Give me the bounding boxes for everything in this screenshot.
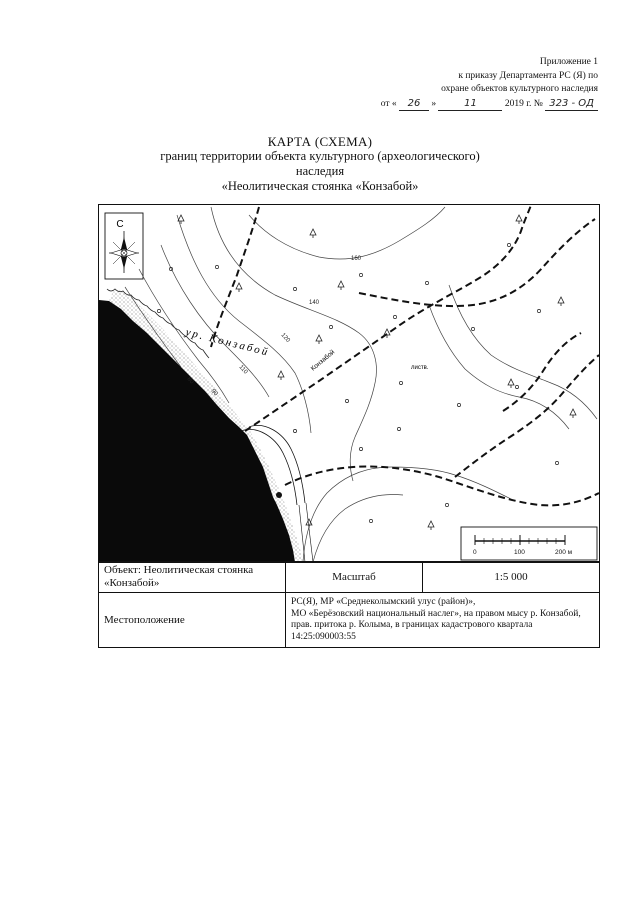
boundary-lines bbox=[211, 205, 599, 505]
boundary-south bbox=[285, 466, 599, 505]
contour-label-110: 110 bbox=[237, 364, 249, 376]
location-value-cell bbox=[286, 593, 600, 648]
scale-tick-100: 100 bbox=[514, 549, 525, 556]
contour-label-90: 90 bbox=[209, 388, 219, 398]
appendix-date-line bbox=[381, 97, 598, 112]
scale-tick-200: 200 м bbox=[555, 549, 573, 556]
scale-value-cell bbox=[423, 562, 600, 593]
scale-label-cell bbox=[286, 562, 423, 593]
contour-label-120: 120 bbox=[279, 332, 291, 344]
scale-bar bbox=[461, 527, 597, 560]
contour-label-140: 140 bbox=[309, 300, 320, 306]
boundary-east bbox=[455, 355, 599, 477]
date-day: 26 bbox=[399, 97, 429, 112]
boundary-main bbox=[245, 205, 531, 431]
forest-label: листв. bbox=[411, 365, 429, 371]
boundary-west bbox=[211, 207, 259, 347]
appendix-line-2: к приказу Департамента РС (Я) по bbox=[458, 70, 598, 81]
object-cell bbox=[99, 562, 286, 593]
appendix-line-1: Приложение 1 bbox=[539, 57, 598, 67]
object-label: Объект: Неолитическая стоянка «Конзабой» bbox=[104, 564, 254, 589]
title-line-3: наследия bbox=[295, 164, 345, 178]
order-number: 323 - ОД bbox=[545, 97, 598, 112]
scale-label: Масштаб bbox=[332, 571, 376, 583]
contour-160 bbox=[249, 207, 445, 259]
scale-value: 1:5 000 bbox=[494, 571, 528, 583]
title-line-1: КАРТА (СХЕМА) bbox=[267, 134, 373, 149]
map-frame bbox=[98, 204, 600, 563]
appendix-line-3: охране объектов культурного наследия bbox=[441, 84, 598, 94]
date-year: 2019 г. № bbox=[504, 98, 543, 109]
contour-east-a bbox=[429, 305, 569, 429]
compass-rose bbox=[105, 213, 143, 279]
location-label: Местоположение bbox=[104, 614, 185, 626]
title-line-4: «Неолитическая стоянка «Конзабой» bbox=[221, 179, 419, 193]
boundary-inner-east bbox=[503, 333, 581, 411]
location-line-1: РС(Я), МР «Среднеколымский улус (район)», bbox=[291, 597, 476, 607]
date-month: 11 bbox=[438, 97, 502, 112]
map-svg bbox=[99, 205, 599, 562]
title-line-2: границ территории объекта культурного (археологического) bbox=[160, 149, 480, 163]
location-line-2: МО «Берёзовский национальный наслег», на правом мысу р. Конзабой, прав. притока р. Колыма, в границах кадастрового квартала 14:25:090003:55 bbox=[291, 608, 581, 642]
date-prefix: от « bbox=[380, 98, 397, 109]
contour-label-80: 80 bbox=[185, 376, 195, 386]
contour-south-b bbox=[313, 495, 403, 562]
table-row bbox=[99, 562, 600, 593]
north-label: С bbox=[116, 219, 124, 230]
info-table bbox=[98, 561, 600, 648]
location-label-cell bbox=[99, 593, 286, 648]
boundary-north-east bbox=[359, 219, 595, 306]
date-separator: » bbox=[431, 98, 437, 109]
table-row bbox=[99, 593, 600, 648]
site-marker bbox=[276, 492, 282, 498]
scale-tick-0: 0 bbox=[473, 549, 477, 556]
contour-label-160: 160 bbox=[351, 256, 362, 262]
appendix-header bbox=[381, 56, 598, 111]
stream-label: Конзабой bbox=[309, 348, 337, 373]
document-title bbox=[0, 134, 640, 194]
toponym-label: ур. Конзабой bbox=[184, 326, 271, 359]
contour-labels bbox=[186, 256, 362, 398]
